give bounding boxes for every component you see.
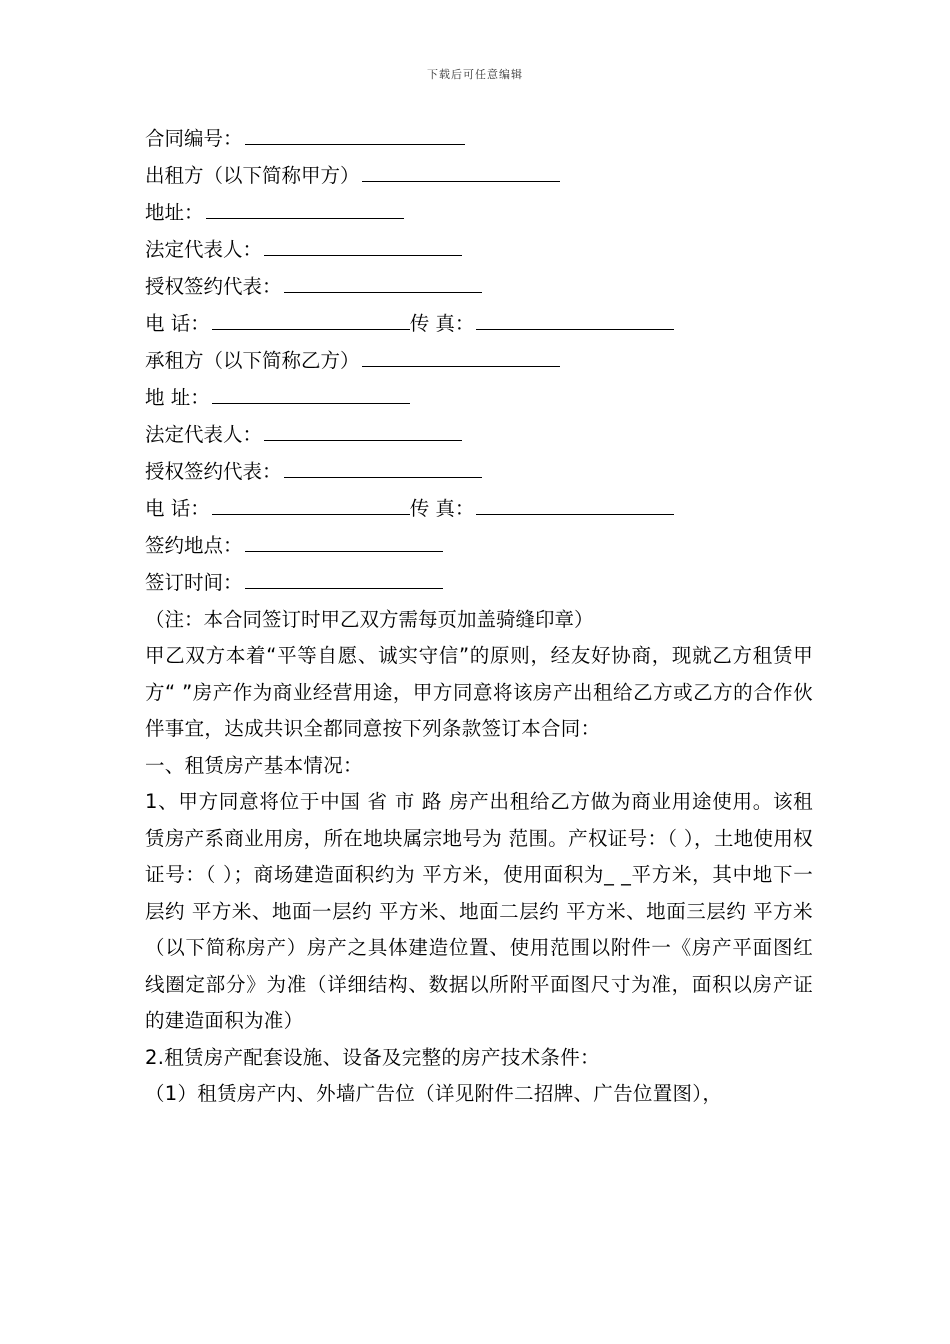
field-label: 地址： xyxy=(145,201,204,224)
fill-in-blank[interactable] xyxy=(245,570,443,589)
field-signing-date xyxy=(145,564,813,601)
field-contract-number xyxy=(145,120,813,157)
field-lessee-phone-fax xyxy=(145,490,813,527)
clause-2-1-paragraph: （1）租赁房产内、外墙广告位（详见附件二招牌、广告位置图）， xyxy=(145,1082,723,1105)
fill-in-blank[interactable] xyxy=(245,126,465,145)
clause-1-paragraph: 1、甲方同意将位于中国 省 市 路 房产出租给乙方做为商业用途使用。该租赁房产系商业用房，所在地块属宗地号为 范围。产权证号：（ ），土地使用权证号：（ ）；商场建造面积约为 平方米，使用面积为_ _平方米，其中地下一层约 平方米、地面一层约 平方米、地面二层约 平方米、地面三层约 平方米（以下简称房产）房产之具体建造位置、使用范围以附件一《房产平面图红线圈定部分》为准（详细结构、数据以所附平面图尺寸为准，面积以房产证的建造面积为准） xyxy=(145,790,813,1032)
fill-in-blank[interactable] xyxy=(476,496,674,515)
field-lessor-address xyxy=(145,194,813,231)
field-lessee xyxy=(145,342,813,379)
section-title: 一、租赁房产基本情况： xyxy=(145,753,363,777)
field-label: 传 真： xyxy=(409,497,475,520)
field-label: 传 真： xyxy=(409,312,475,335)
field-lessor-legal-rep xyxy=(145,231,813,268)
field-lessee-authorized-rep xyxy=(145,453,813,490)
fill-in-blank[interactable] xyxy=(245,533,443,552)
fill-in-blank[interactable] xyxy=(284,459,482,478)
field-lessor-phone-fax xyxy=(145,305,813,342)
contract-note: （注：本合同签订时甲乙双方需每页加盖骑缝印章） xyxy=(145,608,594,631)
field-label: 授权签约代表： xyxy=(145,275,282,298)
fill-in-blank[interactable] xyxy=(212,496,410,515)
fill-in-blank[interactable] xyxy=(284,274,482,293)
field-label: 签约地点： xyxy=(145,534,243,557)
field-label: 法定代表人： xyxy=(145,238,263,261)
fill-in-blank[interactable] xyxy=(212,311,410,330)
fill-in-blank[interactable] xyxy=(362,348,560,367)
field-label: 电 话： xyxy=(145,312,210,335)
field-label: 签订时间： xyxy=(145,571,243,594)
field-lessee-address xyxy=(145,379,813,416)
field-label: 承租方（以下简称乙方） xyxy=(145,349,360,372)
field-lessee-legal-rep xyxy=(145,416,813,453)
field-label: 出租方（以下简称甲方） xyxy=(145,164,360,187)
field-label: 合同编号： xyxy=(145,127,243,150)
field-label: 地 址： xyxy=(145,386,210,409)
fill-in-blank[interactable] xyxy=(264,422,462,441)
field-label: 法定代表人： xyxy=(145,423,263,446)
page-header: 下载后可任意编辑 xyxy=(427,68,523,81)
intro-paragraph: 甲乙双方本着“平等自愿、诚实守信”的原则，经友好协商，现就乙方租赁甲方“ ”房产作为商业经营用途，甲方同意将该房产出租给乙方或乙方的合作伙伴事宜，达成共识全都同意按下列条款签订本合同： xyxy=(145,644,813,740)
fill-in-blank[interactable] xyxy=(264,237,462,256)
clause-2-paragraph: 2.租赁房产配套设施、设备及完整的房产技术条件： xyxy=(145,1045,600,1069)
fill-in-blank[interactable] xyxy=(212,385,410,404)
contract-body xyxy=(145,120,813,1113)
field-lessor-authorized-rep xyxy=(145,268,813,305)
fill-in-blank[interactable] xyxy=(206,200,404,219)
fill-in-blank[interactable] xyxy=(476,311,674,330)
field-lessor xyxy=(145,157,813,194)
field-signing-place xyxy=(145,527,813,564)
fill-in-blank[interactable] xyxy=(362,163,560,182)
field-label: 电 话： xyxy=(145,497,210,520)
field-label: 授权签约代表： xyxy=(145,460,282,483)
